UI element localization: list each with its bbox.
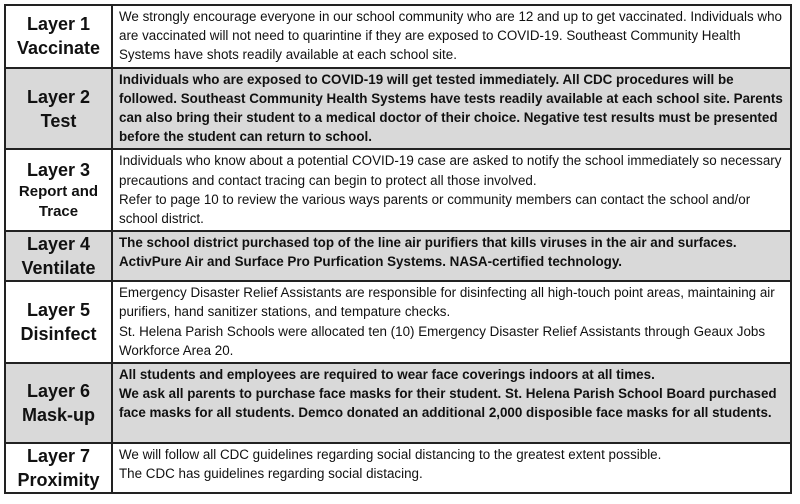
layer-row-test <box>5 68 791 150</box>
layer-row-disinfect <box>5 281 791 363</box>
description-paragraph: Individuals who are exposed to COVID-19 will get tested immediately. All CDC procedures will be followed. Southeast Community Health Systems have tests readily available at each school site. Parents can also bring their student to a medical doctor of their choice. Negative test results must be presented before the student can return to school. <box>119 71 783 145</box>
layer-label <box>5 149 112 231</box>
layer-title: Disinfect <box>20 324 97 345</box>
layer-label <box>5 68 112 150</box>
description-paragraph: Individuals who know about a potential COVID-19 case are asked to notify the school immediately so necessary precautions and contact tracing can begin to protect all those involved. <box>119 153 782 188</box>
layer-description <box>112 149 791 231</box>
layer-description <box>112 68 791 150</box>
layer-title: Ventilate <box>21 258 96 279</box>
layer-label <box>5 231 112 281</box>
layer-row-ventilate <box>5 231 791 281</box>
description-paragraph: All students and employees are required to wear face coverings indoors at all times. <box>119 367 655 383</box>
layer-row-mask-up <box>5 363 791 443</box>
description-paragraph: Refer to page 10 to review the various ways parents or community members can contact the school and/or school district. <box>119 191 751 227</box>
layer-row-proximity <box>5 443 791 493</box>
layer-description <box>112 443 791 493</box>
layer-number: Layer 5 <box>26 300 91 321</box>
description-paragraph: The school district purchased top of the line air purifiers that kills viruses in the air and surfaces. ActivPure Air and Surface Pro Purfication Systems. NASA-certified technology. <box>119 235 737 270</box>
layer-title: Test <box>40 110 77 131</box>
layers-table <box>4 4 792 494</box>
layer-description <box>112 231 791 281</box>
layer-description <box>112 281 791 363</box>
description-paragraph: The CDC has guidelines regarding social distacing. <box>119 466 423 482</box>
layer-number: Layer 3 <box>26 160 91 181</box>
layer-label <box>5 5 112 68</box>
layer-number: Layer 2 <box>26 86 91 107</box>
layer-number: Layer 1 <box>26 14 91 35</box>
layer-title: Mask-up <box>21 405 95 426</box>
layers-document <box>4 4 792 498</box>
description-paragraph: Emergency Disaster Relief Assistants are responsible for disinfecting all high-touch point areas, maintaining air purifiers, hand sanitizer stations, and tempature checks. <box>119 285 775 320</box>
layer-description <box>112 363 791 443</box>
layer-title: Proximity <box>17 470 100 491</box>
layer-label <box>5 363 112 443</box>
description-paragraph: We ask all parents to purchase face masks for their student. St. Helena Parish School Board purchased face masks for all students. Demco donated an additional 2,000 disposible face masks for all students. <box>119 386 777 421</box>
layer-row-vaccinate <box>5 5 791 68</box>
layer-title: Report and Trace <box>18 183 99 221</box>
layer-row-report-and-trace <box>5 149 791 231</box>
layer-label <box>5 443 112 493</box>
layer-number: Layer 6 <box>26 381 91 402</box>
description-paragraph: St. Helena Parish Schools were allocated ten (10) Emergency Disaster Relief Assistants through Geaux Jobs Workforce Area 20. <box>119 323 766 358</box>
layer-number: Layer 4 <box>26 234 91 255</box>
layer-label <box>5 281 112 363</box>
description-paragraph: We strongly encourage everyone in our school community who are 12 and up to get vaccinated. Individuals who are vaccinated will not need to quarintine if they are exposed to COVID-19. Southeast Community Health Systems have shots readily available at each school site. <box>119 9 782 63</box>
layer-title: Vaccinate <box>16 38 101 59</box>
description-paragraph: We will follow all CDC guidelines regarding social distancing to the greatest extent possible. <box>119 447 662 463</box>
layer-description <box>112 5 791 68</box>
layer-number: Layer 7 <box>26 446 91 467</box>
